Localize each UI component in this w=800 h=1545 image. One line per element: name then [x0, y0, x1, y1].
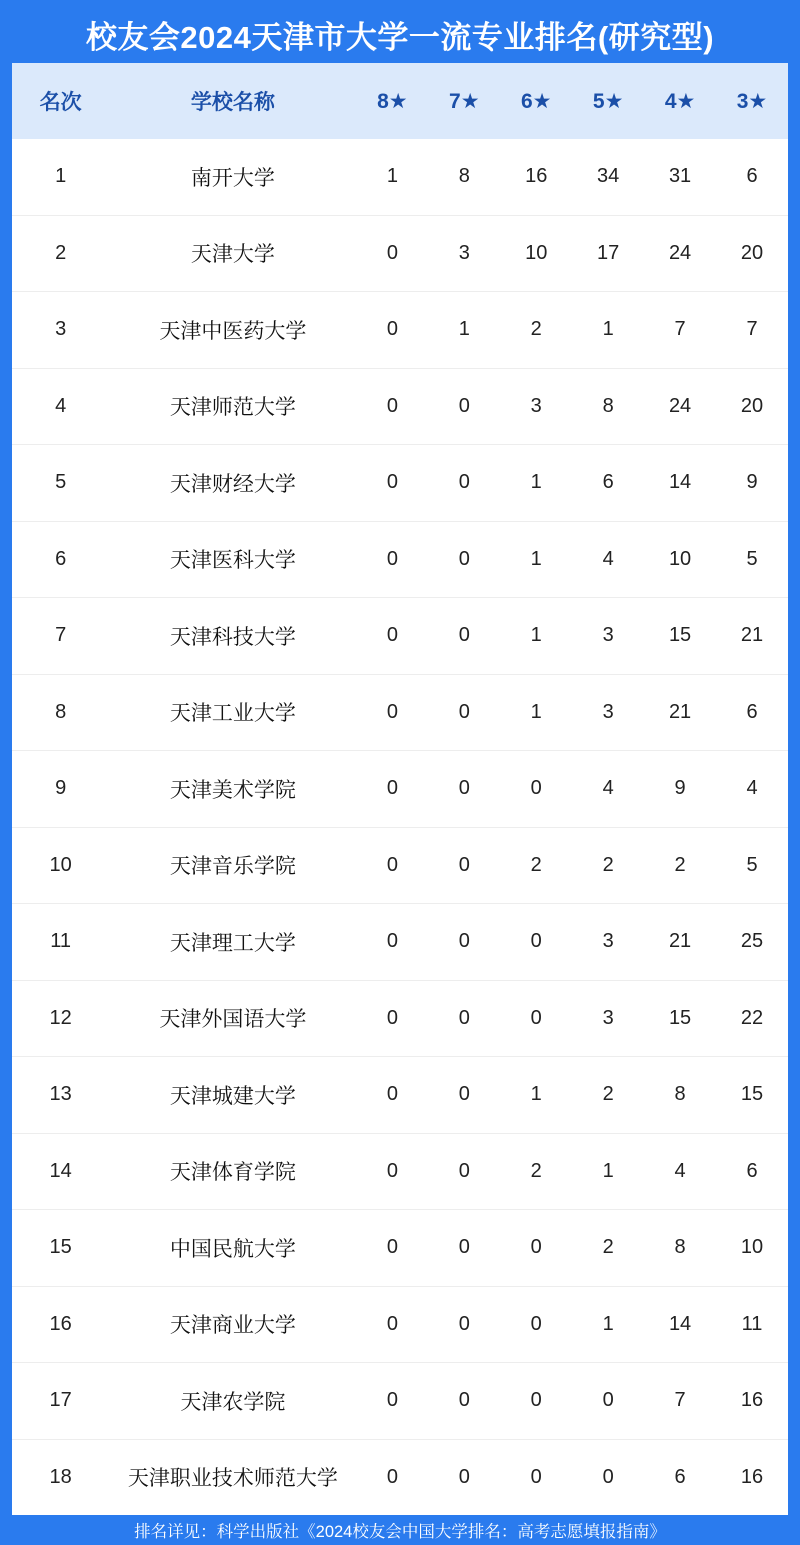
cell-star7: 0 [458, 1465, 470, 1488]
cell-school: 南开大学 [109, 139, 356, 215]
cell-star5: 1 [572, 1133, 644, 1210]
cell-star7: 0 [428, 1210, 500, 1287]
table-body [12, 139, 788, 1515]
cell-school: 天津城建大学 [109, 1057, 356, 1134]
cell-star4: 21 [644, 904, 716, 981]
cell-star8: 0 [356, 292, 428, 369]
cell-rank: 15 [12, 1210, 109, 1287]
cell-school: 天津科技大学 [109, 598, 356, 675]
cell-star3: 9 [716, 445, 788, 522]
cell-school: 天津农学院 [109, 1363, 356, 1440]
cell-star3: 5 [716, 521, 788, 598]
table-row [12, 1363, 788, 1440]
cell-star3: 15 [716, 1057, 788, 1134]
table-row [12, 1439, 788, 1515]
cell-star7: 8 [428, 139, 500, 215]
cell-star8: 0 [356, 1286, 428, 1363]
cell-star5: 3 [572, 598, 644, 675]
cell-star7: 0 [428, 674, 500, 751]
table-row [12, 521, 788, 598]
cell-star3: 20 [716, 368, 788, 445]
table-row [12, 215, 788, 292]
cell-star4: 15 [644, 598, 716, 675]
cell-star4: 7 [644, 292, 716, 369]
cell-star8: 0 [356, 1133, 428, 1210]
cell-school: 天津大学 [109, 215, 356, 292]
cell-school: 天津美术学院 [109, 751, 356, 828]
column-header-star4: 4★ [644, 63, 716, 139]
cell-star5: 3 [572, 904, 644, 981]
cell-star4: 15 [644, 980, 716, 1057]
cell-school: 天津医科大学 [109, 521, 356, 598]
cell-star5: 6 [572, 445, 644, 522]
column-header-star3: 3★ [716, 63, 788, 139]
cell-star6: 0 [500, 904, 572, 981]
cell-star5: 4 [572, 751, 644, 828]
table-row [12, 980, 788, 1057]
cell-rank: 5 [12, 445, 109, 522]
cell-rank: 1 [12, 139, 109, 215]
cell-star4: 8 [644, 1057, 716, 1134]
table-row [12, 1210, 788, 1287]
cell-star8: 0 [356, 521, 428, 598]
cell-star3: 7 [716, 292, 788, 369]
cell-star6: 2 [500, 1133, 572, 1210]
cell-star5: 1 [572, 1286, 644, 1363]
cell-star6: 0 [500, 980, 572, 1057]
table-row [12, 827, 788, 904]
cell-star4: 4 [644, 1133, 716, 1210]
cell-school: 天津商业大学 [109, 1286, 356, 1363]
cell-star4: 7 [644, 1363, 716, 1440]
cell-star6: 3 [500, 368, 572, 445]
cell-star8: 0 [356, 674, 428, 751]
cell-star4: 24 [644, 368, 716, 445]
ranking-card [12, 63, 788, 1515]
cell-star4: 10 [644, 521, 716, 598]
cell-rank: 6 [12, 521, 109, 598]
cell-star8: 0 [356, 1363, 428, 1440]
column-header-star6: 6★ [500, 63, 572, 139]
cell-star8: 0 [356, 751, 428, 828]
cell-school: 中国民航大学 [109, 1210, 356, 1287]
cell-star5: 0 [572, 1363, 644, 1440]
cell-star3: 6 [716, 674, 788, 751]
cell-school: 天津理工大学 [109, 904, 356, 981]
cell-star5: 2 [572, 1210, 644, 1287]
cell-star7: 0 [428, 904, 500, 981]
table-row [12, 368, 788, 445]
cell-star3: 5 [716, 827, 788, 904]
cell-rank: 9 [12, 751, 109, 828]
cell-rank: 18 [49, 1465, 72, 1488]
cell-star5: 4 [572, 521, 644, 598]
cell-star4: 14 [644, 445, 716, 522]
cell-school: 天津中医药大学 [109, 292, 356, 369]
table-row [12, 1286, 788, 1363]
cell-star4: 21 [644, 674, 716, 751]
cell-star4: 6 [674, 1465, 686, 1488]
cell-school: 天津职业技术师范大学 [127, 1467, 338, 1491]
cell-star6: 0 [530, 1465, 542, 1488]
cell-star3: 20 [716, 215, 788, 292]
cell-star7: 0 [428, 827, 500, 904]
cell-star8: 0 [356, 368, 428, 445]
cell-star5: 2 [572, 827, 644, 904]
page-title: 校友会2024天津市大学一流专业排名(研究型) [85, 20, 715, 55]
cell-rank: 13 [12, 1057, 109, 1134]
cell-star7: 1 [428, 292, 500, 369]
cell-star7: 0 [428, 445, 500, 522]
cell-star6: 0 [500, 751, 572, 828]
cell-star3: 25 [716, 904, 788, 981]
cell-star5: 1 [572, 292, 644, 369]
cell-star5: 17 [572, 215, 644, 292]
cell-star5: 34 [572, 139, 644, 215]
cell-star8: 0 [386, 1465, 398, 1488]
cell-rank: 4 [12, 368, 109, 445]
cell-star3: 6 [716, 139, 788, 215]
cell-star3: 16 [716, 1363, 788, 1440]
table-header-row [12, 63, 788, 139]
table-header [12, 63, 788, 139]
cell-star7: 0 [428, 751, 500, 828]
cell-star7: 0 [428, 1133, 500, 1210]
cell-star6: 1 [500, 598, 572, 675]
cell-star8: 0 [356, 215, 428, 292]
cell-star4: 14 [644, 1286, 716, 1363]
cell-rank: 12 [12, 980, 109, 1057]
footer-note: 排名详见：科学出版社《2024校友会中国大学排名：高考志愿填报指南》 [12, 1515, 788, 1545]
cell-star8: 0 [356, 445, 428, 522]
cell-star8: 0 [356, 1210, 428, 1287]
table-row [12, 445, 788, 522]
cell-star8: 0 [356, 980, 428, 1057]
cell-rank: 16 [12, 1286, 109, 1363]
cell-star6: 0 [500, 1286, 572, 1363]
column-header-school: 学校名称 [109, 63, 356, 139]
cell-star7: 0 [428, 368, 500, 445]
cell-star3: 21 [716, 598, 788, 675]
cell-star7: 0 [428, 521, 500, 598]
cell-star7: 0 [428, 1363, 500, 1440]
cell-star5: 3 [572, 980, 644, 1057]
cell-star6: 1 [500, 445, 572, 522]
ranking-table [12, 63, 788, 1515]
cell-star6: 0 [500, 1363, 572, 1440]
cell-star4: 9 [644, 751, 716, 828]
cell-star5: 3 [572, 674, 644, 751]
cell-rank: 3 [12, 292, 109, 369]
cell-star6: 0 [500, 1210, 572, 1287]
column-header-rank: 名次 [12, 63, 109, 139]
cell-star7: 0 [428, 598, 500, 675]
cell-star3: 10 [716, 1210, 788, 1287]
table-row [12, 751, 788, 828]
cell-star3: 22 [716, 980, 788, 1057]
cell-star3: 11 [716, 1286, 788, 1363]
cell-rank: 2 [12, 215, 109, 292]
cell-star3: 16 [740, 1465, 764, 1488]
cell-school: 天津师范大学 [109, 368, 356, 445]
cell-star8: 0 [356, 1057, 428, 1134]
cell-school: 天津体育学院 [109, 1133, 356, 1210]
cell-rank: 14 [12, 1133, 109, 1210]
cell-star7: 0 [428, 980, 500, 1057]
cell-star7: 0 [428, 1057, 500, 1134]
cell-star8: 1 [356, 139, 428, 215]
cell-star7: 3 [428, 215, 500, 292]
cell-star4: 8 [644, 1210, 716, 1287]
column-header-star5: 5★ [572, 63, 644, 139]
cell-star4: 24 [644, 215, 716, 292]
cell-rank: 11 [12, 904, 109, 981]
table-row [12, 139, 788, 215]
cell-star3: 4 [716, 751, 788, 828]
cell-rank: 17 [12, 1363, 109, 1440]
table-row [12, 674, 788, 751]
column-header-star8: 8★ [356, 63, 428, 139]
cell-school: 天津音乐学院 [109, 827, 356, 904]
cell-star8: 0 [356, 827, 428, 904]
cell-star6: 10 [500, 215, 572, 292]
cell-star8: 0 [356, 598, 428, 675]
cell-rank: 8 [12, 674, 109, 751]
table-row [12, 1133, 788, 1210]
cell-star6: 2 [500, 292, 572, 369]
cell-star4: 2 [644, 827, 716, 904]
cell-star4: 31 [644, 139, 716, 215]
cell-star6: 1 [500, 674, 572, 751]
cell-star5: 0 [602, 1465, 614, 1488]
column-header-star7: 7★ [428, 63, 500, 139]
cell-star7: 0 [428, 1286, 500, 1363]
cell-school: 天津工业大学 [109, 674, 356, 751]
cell-star6: 2 [500, 827, 572, 904]
table-row [12, 1057, 788, 1134]
cell-rank: 7 [12, 598, 109, 675]
cell-star5: 2 [572, 1057, 644, 1134]
table-row [12, 904, 788, 981]
cell-star6: 16 [500, 139, 572, 215]
table-row [12, 292, 788, 369]
cell-school: 天津外国语大学 [109, 980, 356, 1057]
table-row [12, 598, 788, 675]
cell-star6: 1 [500, 521, 572, 598]
cell-star6: 1 [500, 1057, 572, 1134]
cell-star3: 6 [716, 1133, 788, 1210]
cell-rank: 10 [12, 827, 109, 904]
cell-star5: 8 [572, 368, 644, 445]
cell-star8: 0 [356, 904, 428, 981]
cell-school: 天津财经大学 [109, 445, 356, 522]
